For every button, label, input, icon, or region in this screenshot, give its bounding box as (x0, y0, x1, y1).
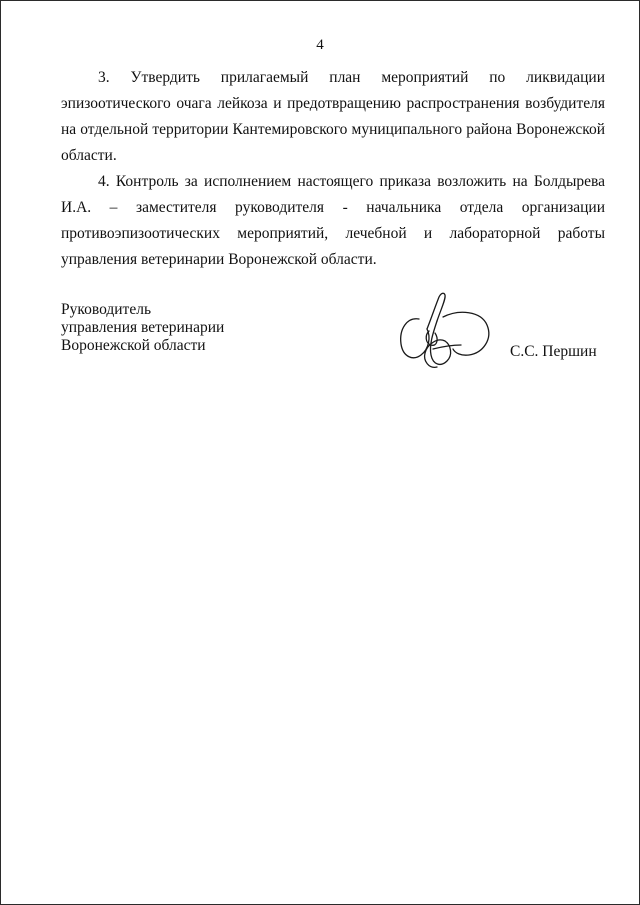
handwritten-signature (389, 289, 499, 379)
document-body (61, 65, 605, 273)
page-number: 4 (316, 37, 324, 53)
signatory-title-line: Воронежской области (61, 337, 206, 354)
signatory-title-line: Руководитель (61, 301, 152, 318)
signatory-title (61, 301, 224, 355)
paragraph-item-3: 3. Утвердить прилагаемый план мероприятий по ликвидации эпизоотического очага лейкоза и предотвращению распространения возбудителя на отдельной территории Кантемировского муниципального района Воронежской области. (61, 69, 605, 164)
signatory-title-line: управления ветеринарии (61, 319, 225, 336)
paragraph-item-4: 4. Контроль за исполнением настоящего приказа возложить на Болдырева И.А. – заместителя руководителя - начальника отдела организации противоэпизоотических мероприятий, лечебной и лабораторной работы управления ветеринарии Воронежской области. (61, 173, 605, 268)
signer-name: С.С. Першин (510, 343, 597, 360)
